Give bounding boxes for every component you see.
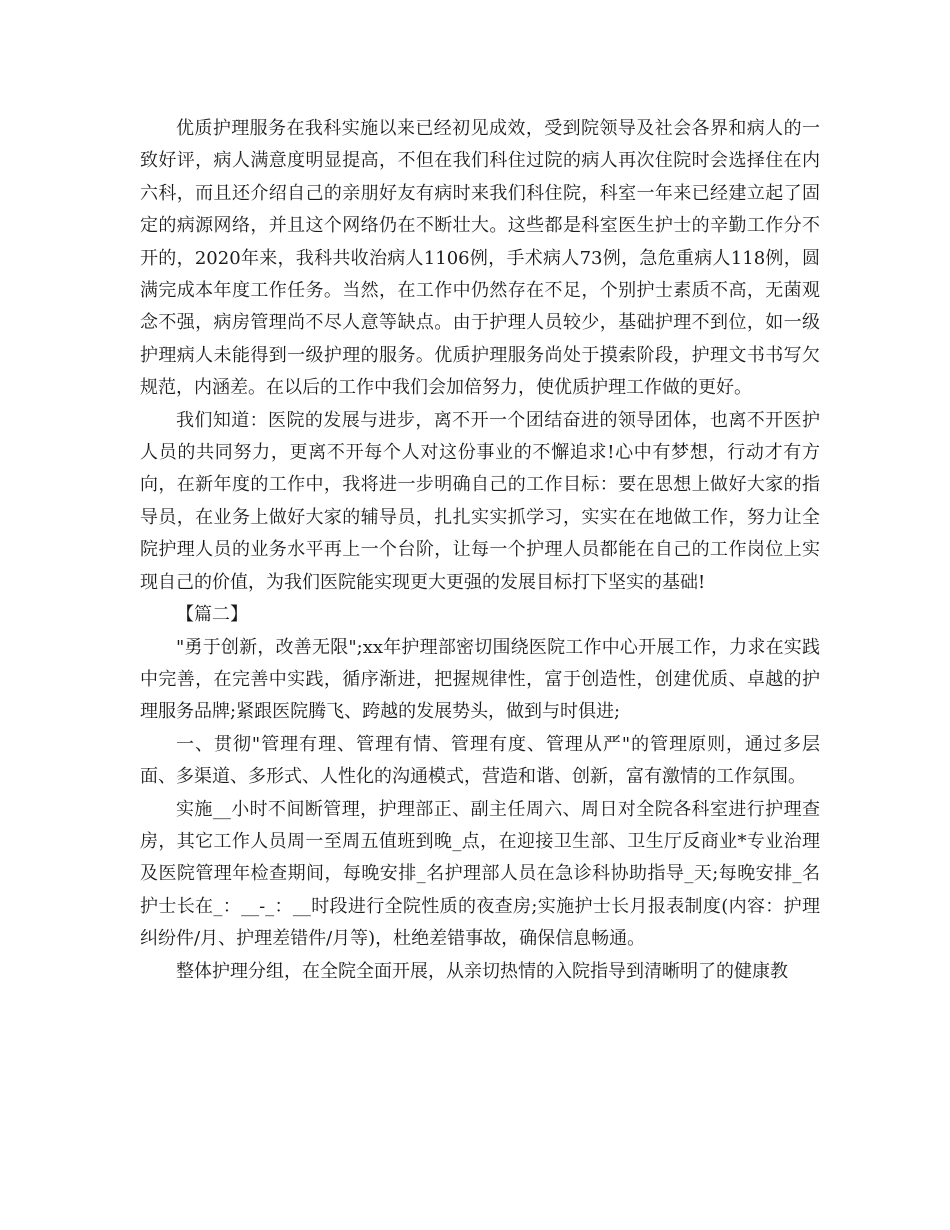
paragraph-2: 我们知道：医院的发展与进步，离不开一个团结奋进的领导团体，也离不开医护人员的共同努力，更离不开每个人对这份事业的不懈追求!心中有梦想，行动才有方向，在新年度的工作中，我将进一步明确自己的工作目标：要在思想上做好大家的指导员，在业务上做好大家的辅导员，扎扎实实抓学习，实实在在地做工作，努力让全院护理人员的业务水平再上一个台阶，让每一个护理人员都能在自己的工作岗位上实现自己的价值，为我们医院能实现更大更强的发展目标打下坚实的基础! bbox=[140, 409, 820, 593]
section-paragraph-1: "勇于创新，改善无限";xx年护理部密切围绕医院工作中心开展工作，力求在实践中完善，在完善中实践，循序渐进，把握规律性，富于创造性，创建优质、卓越的护理服务品牌;紧跟医院腾飞、跨越的发展势头，做到与时俱进; bbox=[140, 636, 820, 723]
document-body bbox=[140, 113, 820, 988]
section-paragraph-3: 实施__小时不间断管理，护理部正、副主任周六、周日对全院各科室进行护理查房，其它工作人员周一至周五值班到晚_点，在迎接卫生部、卫生厅反商业*专业治理及医院管理年检查期间，每晚安排_名护理部人员在急诊科协助指导_天;每晚安排_名护士长在_：__-_：__时段进行全院性质的夜查房;实施护士长月报表制度(内容：护理纠纷件/月、护理差错件/月等)，杜绝差错事故，确保信息畅通。 bbox=[140, 798, 820, 950]
section-paragraph-2: 一、贯彻"管理有理、管理有情、管理有度、管理从严"的管理原则，通过多层面、多渠道、多形式、人性化的沟通模式，营造和谐、创新，富有激情的工作氛围。 bbox=[140, 733, 820, 788]
section-paragraph-4: 整体护理分组，在全院全面开展，从亲切热情的入院指导到清晰明了的健康教 bbox=[176, 960, 788, 982]
paragraph-1: 优质护理服务在我科实施以来已经初见成效，受到院领导及社会各界和病人的一致好评，病人满意度明显提高，不但在我们科住过院的病人再次住院时会选择住在内六科，而且还介绍自己的亲朋好友有病时来我们科住院，科室一年来已经建立起了固定的病源网络，并且这个网络仍在不断壮大。这些都是科室医生护士的辛勤工作分不开的，2020年来，我科共收治病人1106例，手术病人73例，急危重病人118例，圆满完成本年度工作任务。当然，在工作中仍然存在不足，个别护士素质不高，无菌观念不强，病房管理尚不尽人意等缺点。由于护理人员较少，基础护理不到位，如一级护理病人未能得到一级护理的服务。优质护理服务尚处于摸索阶段，护理文书书写欠规范，内涵差。在以后的工作中我们会加倍努力，使优质护理工作做的更好。 bbox=[140, 118, 820, 399]
section-heading: 【篇二】 bbox=[176, 604, 248, 626]
